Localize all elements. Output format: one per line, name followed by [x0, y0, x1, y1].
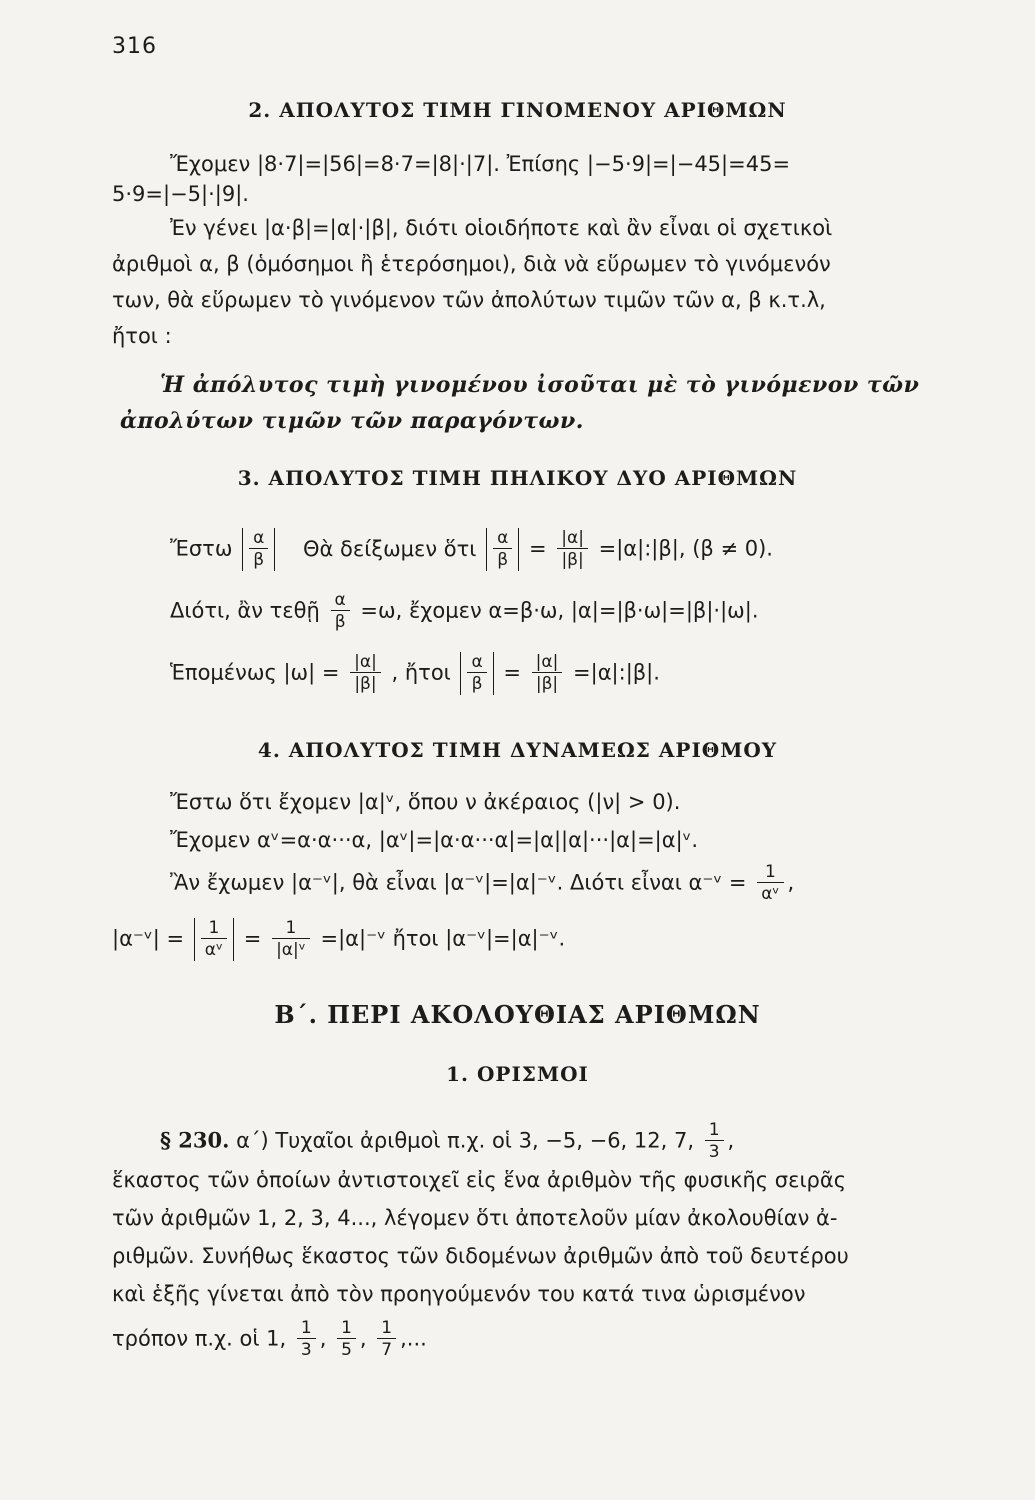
section-2-heading: 2. ΑΠΟΛΥΤΟΣ ΤΙΜΗ ΓΙΝΟΜΕΝΟΥ ΑΡΙΘΜΩΝ — [248, 98, 787, 122]
estw-text: Ἔστω — [170, 536, 233, 561]
page-number: 316 — [112, 34, 157, 59]
htoi-text: , ἤτοι — [391, 660, 451, 685]
s3-tail-3: =|α|:|β|. — [573, 660, 660, 685]
s4-line-4c: =|α|⁻ᵛ ἤτοι |α⁻ᵛ|=|α|⁻ᵛ. — [320, 926, 566, 951]
section-230: § 230. — [160, 1127, 230, 1153]
b-line-4: ριθμῶν. Συνήθως ἕκαστος τῶν διδομένων ἀριθμῶν ἀπὸ τοῦ δευτέρου — [112, 1244, 849, 1268]
s2-line-4: ἀριθμοὶ α, β (ὁμόσημοι ἢ ἑτερόσημοι), διὰ νὰ εὕρωμεν τὸ γινόμενόν — [112, 252, 831, 276]
abs-frac-a-b-3: $\frac{\alpha}{\beta}$ — [460, 652, 493, 695]
definitions-heading: 1. ΟΡΙΣΜΟΙ — [446, 1062, 589, 1086]
b-line-1-text: α΄) Τυχαῖοι ἀριθμοὶ π.χ. οἱ 3, −5, −6, 12, 7, — [236, 1128, 695, 1153]
s2-line-3: Ἐν γένει |α·β|=|α|·|β|, διότι οἱοιδήποτε καὶ ἂν εἶναι οἱ σχετικοὶ — [170, 216, 833, 240]
s3-tail-2: =ω, ἔχομεν α=β·ω, |α|=|β·ω|=|β|·|ω|. — [360, 598, 759, 623]
b-line-6-text: τρόπον π.χ. οἱ 1, — [112, 1326, 287, 1351]
tha-text: Θὰ δείξωμεν ὅτι — [303, 536, 477, 561]
s4-line-4a: |α⁻ᵛ| = — [112, 926, 185, 951]
frac-1-7: $\frac{1}{7}$ — [377, 1318, 396, 1361]
s4-line-2: Ἔχομεν αᵛ=α·α···α, |αᵛ|=|α·α···α|=|α||α|···|α|=|α|ᵛ. — [170, 828, 699, 852]
frac-1-3b: $\frac{1}{3}$ — [297, 1318, 316, 1361]
frac-1-5: $\frac{1}{5}$ — [337, 1318, 356, 1361]
section-3-heading: 3. ΑΠΟΛΥΤΟΣ ΤΙΜΗ ΠΗΛΙΚΟΥ ΔΥΟ ΑΡΙΘΜΩΝ — [237, 466, 798, 490]
s2-line-5: των, θὰ εὕρωμεν τὸ γινόμενον τῶν ἀπολύτων τιμῶν τῶν α, β κ.τ.λ, — [112, 288, 826, 312]
section-4-heading: 4. ΑΠΟΛΥΤΟΣ ΤΙΜΗ ΔΥΝΑΜΕΩΣ ΑΡΙΘΜΟΥ — [257, 738, 778, 762]
s3-tail-1: =|α|:|β|, (β ≠ 0). — [598, 536, 773, 561]
frac-1-a-nu: $\frac{1}{\text{αᵛ}}$ — [757, 862, 783, 905]
part-b-heading: Β΄. ΠΕΡΙ ΑΚΟΛΟΥΘΙΑΣ ΑΡΙΘΜΩΝ — [274, 1000, 761, 1029]
s3-line-3: Ἑπομένως |ω| = $\frac{|\alpha|}{|\beta|}$ , ἤτοι $\frac{\alpha}{\beta}$ = $\frac{|\alpha|}{|\beta|}$ =|α|:|β|. — [170, 652, 660, 694]
frac-absa-absb: $\frac{|\alpha|}{|\beta|}$ — [557, 528, 588, 571]
s2-line-2: 5·9=|−5|·|9|. — [112, 182, 249, 206]
b-line-6: τρόπον π.χ. οἱ 1, $\frac{1}{3}$ , $\frac{1}{5}$ , $\frac{1}{7}$ ,... — [112, 1318, 427, 1360]
rule-line-1: Ἡ ἀπόλυτος τιμὴ γινομένου ἰσοῦται μὲ τὸ γινόμενον τῶν — [160, 372, 920, 398]
s4-line-4 — [112, 918, 952, 968]
s2-line-6: ἤτοι : — [112, 324, 172, 348]
s3-line-1: Ἔστω $\frac{\alpha}{\beta}$ Θὰ δείξωμεν ὅτι $\frac{\alpha}{\beta}$ = $\frac{|\alpha|}{|\beta|}$ =|α|:|β|, (β ≠ 0). — [170, 528, 773, 570]
abs-frac-1-a-nu: $\frac{1}{\text{αᵛ}}$ — [194, 918, 234, 961]
frac-1-3: $\frac{1}{3}$ — [705, 1120, 724, 1163]
frac-1-abs-a-nu: $\frac{1}{\text{|α|ᵛ}}$ — [272, 918, 310, 961]
b-line-2: ἕκαστος τῶν ὁποίων ἀντιστοιχεῖ εἰς ἕνα ἀριθμὸν τῆς φυσικῆς σειρᾶς — [112, 1168, 847, 1192]
s4-line-3-text: Ἂν ἔχωμεν |α⁻ᵛ|, θὰ εἶναι |α⁻ᵛ|=|α|⁻ᵛ. Διότι εἶναι α⁻ᵛ = — [170, 870, 747, 895]
s3-line-2 — [170, 590, 1010, 638]
abs-frac-a-b-2: $\frac{\alpha}{\beta}$ — [486, 528, 519, 571]
s4-line-4b: = — [243, 926, 262, 951]
frac-absa-absb-2: $\frac{|\alpha|}{|\beta|}$ — [350, 652, 381, 695]
epom-text: Ἑπομένως |ω| = — [170, 660, 340, 685]
s2-line-1: Ἔχομεν |8·7|=|56|=8·7=|8|·|7|. Ἐπίσης |−5·9|=|−45|=45= — [170, 152, 791, 176]
dioti-text: Διότι, ἂν τεθῇ — [170, 598, 320, 623]
b-line-5: καὶ ἑξῆς γίνεται ἀπὸ τὸν προηγούμενόν του κατά τινα ὡρισμένον — [112, 1282, 806, 1306]
s4-line-1: Ἔστω ὅτι ἔχομεν |α|ᵛ, ὅπου ν ἀκέραιος (|ν| > 0). — [170, 790, 681, 814]
abs-frac-a-b: $\frac{\alpha}{\beta}$ — [242, 528, 275, 571]
b-line-3: τῶν ἀριθμῶν 1, 2, 3, 4..., λέγομεν ὅτι ἀποτελοῦν μίαν ἀκολουθίαν ἀ- — [112, 1206, 838, 1230]
rule-line-2: ἀπολύτων τιμῶν τῶν παραγόντων. — [120, 408, 584, 434]
b-line-1: § 230. α΄) Τυχαῖοι ἀριθμοὶ π.χ. οἱ 3, −5, −6, 12, 7, $\frac{1}{3}$ , — [160, 1120, 735, 1162]
frac-a-b: $\frac{\alpha}{\beta}$ — [331, 590, 350, 633]
frac-absa-absb-3: $\frac{|\alpha|}{|\beta|}$ — [532, 652, 563, 695]
s4-line-3: Ἂν ἔχωμεν |α⁻ᵛ|, θὰ εἶναι |α⁻ᵛ|=|α|⁻ᵛ. Διότι εἶναι α⁻ᵛ = $\frac{1}{\text{αᵛ}}$ , — [170, 862, 795, 904]
